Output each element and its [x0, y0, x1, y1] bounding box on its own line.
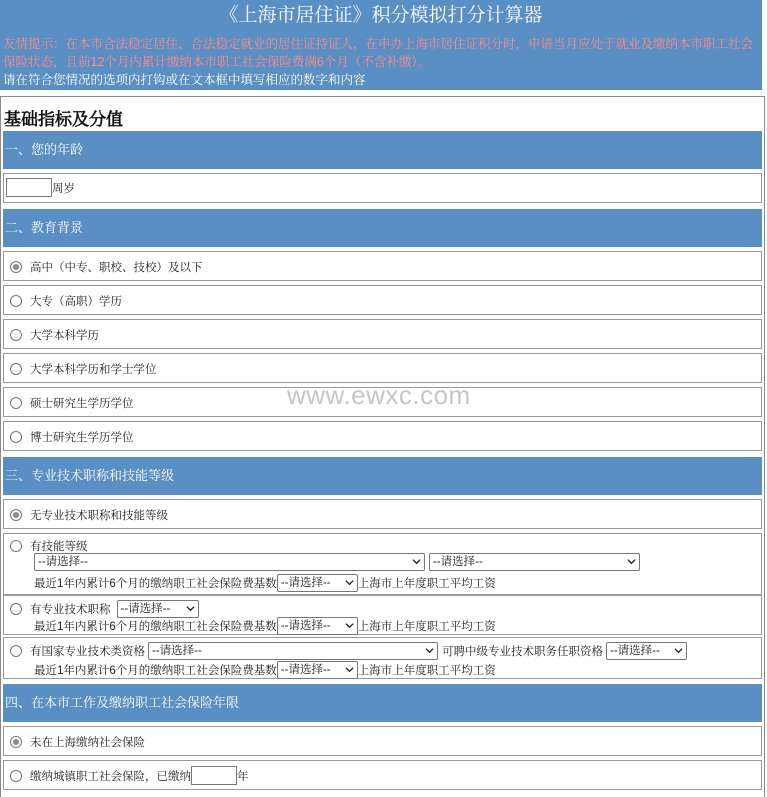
social-base-suffix: 上海市上年度职工平均工资: [357, 621, 496, 633]
national-label: 有国家专业技术类资格: [30, 646, 145, 658]
education-radio[interactable]: [10, 397, 22, 409]
section-work-header: 四、在本市工作及缴纳职工社会保险年限: [3, 684, 762, 722]
age-input[interactable]: [6, 178, 52, 197]
age-unit-label: 周岁: [52, 182, 75, 195]
chevron-down-icon: [425, 646, 434, 655]
social-base-prefix: 最近1年内累计6个月的缴纳职工社会保险费基数: [34, 578, 277, 590]
watermark-text: www.ewxc.com: [287, 380, 471, 410]
education-option[interactable]: [3, 251, 762, 281]
chevron-down-icon: [345, 665, 354, 674]
national-radio[interactable]: [10, 645, 22, 657]
social-base-select[interactable]: --请选择--: [277, 574, 358, 592]
work-years-unit: 年: [237, 770, 249, 783]
skill-type-select[interactable]: --请选择--: [34, 553, 425, 571]
skill-label: 有技能等级: [30, 541, 88, 553]
chevron-down-icon: [345, 578, 354, 587]
calculator-form: [0, 96, 765, 797]
social-base-prefix: 最近1年内累计6个月的缴纳职工社会保险费基数: [34, 665, 277, 677]
education-option[interactable]: [3, 421, 762, 451]
age-row: [3, 173, 762, 203]
education-option[interactable]: [3, 319, 762, 349]
chevron-down-icon: [627, 557, 636, 566]
title-option-none[interactable]: [3, 499, 762, 529]
education-option-label: 高中（中专、职校、技校）及以下: [30, 262, 203, 274]
education-option-label: 硕士研究生学历学位: [30, 398, 134, 410]
form-title: 基础指标及分值: [4, 110, 123, 129]
work-paid-prefix: 缴纳城镇职工社会保险，已缴纳: [30, 770, 191, 783]
social-base-suffix: 上海市上年度职工平均工资: [357, 578, 496, 590]
section-education-header: 二、教育背景: [3, 209, 762, 247]
page-title: 《上海市居住证》积分模拟打分计算器: [0, 0, 762, 32]
work-none-radio[interactable]: [10, 736, 22, 748]
education-option-label: 大学本科学历和学士学位: [30, 364, 157, 376]
education-option[interactable]: [3, 285, 762, 315]
title-option-professional[interactable]: [3, 595, 762, 635]
professional-label: 有专业技术职称: [30, 604, 111, 616]
professional-select[interactable]: --请选择--: [117, 600, 199, 618]
skill-level-select[interactable]: --请选择--: [429, 553, 640, 571]
title-option-national[interactable]: [3, 637, 762, 679]
social-base-prefix: 最近1年内累计6个月的缴纳职工社会保险费基数: [34, 621, 277, 633]
work-years-input[interactable]: [191, 766, 237, 785]
professional-radio[interactable]: [10, 603, 22, 615]
work-paid-radio[interactable]: [10, 770, 22, 782]
education-option-label: 博士研究生学历学位: [30, 432, 134, 444]
hire-select[interactable]: --请选择--: [606, 642, 687, 660]
education-radio[interactable]: [10, 329, 22, 341]
skill-radio[interactable]: [10, 540, 22, 552]
chevron-down-icon: [186, 604, 195, 613]
education-option-label: 大学本科学历: [30, 330, 99, 342]
section-age-header: 一、您的年龄: [3, 131, 762, 169]
work-option-none[interactable]: [3, 726, 762, 756]
warning-text: 友情提示：在本市合法稳定居住、合法稳定就业的居住证持证人，在申办上海市居住证积分时，申请当月应处于就业及缴纳本市职工社会保险状态，且前12个月内累计缴纳本市职工社会保险费满6个月（不含补缴）。: [3, 37, 754, 69]
title-none-label: 无专业技术职称和技能等级: [30, 510, 168, 522]
national-select[interactable]: --请选择--: [148, 642, 438, 660]
education-option-label: 大专（高职）学历: [30, 296, 122, 308]
education-radio[interactable]: [10, 261, 22, 273]
instruction-text: 请在符合您情况的选项内打钩或在文本框中填写相应的数字和内容: [3, 73, 366, 87]
social-base-select[interactable]: --请选择--: [277, 617, 358, 635]
education-radio[interactable]: [10, 431, 22, 443]
education-option[interactable]: [3, 353, 762, 383]
education-radio[interactable]: [10, 295, 22, 307]
hire-label: 可聘中级专业技术职务任职资格: [442, 646, 603, 658]
chevron-down-icon: [412, 557, 421, 566]
notice-panel: [0, 32, 762, 90]
section-title-skill-header: 三、专业技术职称和技能等级: [3, 457, 762, 495]
social-base-select[interactable]: --请选择--: [277, 661, 358, 679]
work-option-paid[interactable]: [3, 760, 762, 790]
social-base-suffix: 上海市上年度职工平均工资: [357, 665, 496, 677]
education-radio[interactable]: [10, 363, 22, 375]
chevron-down-icon: [345, 621, 354, 630]
title-option-skill[interactable]: [3, 533, 762, 595]
title-none-radio[interactable]: [10, 509, 22, 521]
work-none-label: 未在上海缴纳社会保险: [30, 737, 145, 749]
chevron-down-icon: [674, 646, 683, 655]
